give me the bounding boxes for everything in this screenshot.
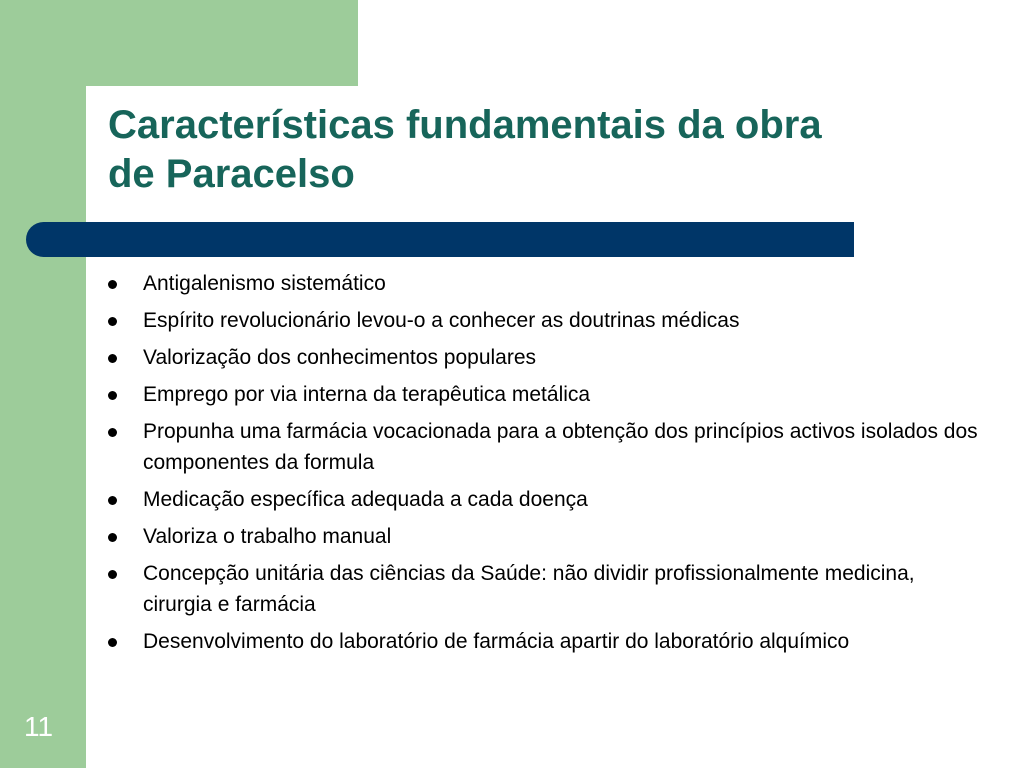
bullet-text: Concepção unitária das ciências da Saúde: não dividir profissionalmente medicina, cirurgia e farmácia (143, 562, 915, 616)
bullet-item (108, 379, 988, 410)
bullet-dot-icon (108, 391, 117, 400)
bullet-text: Valorização dos conhecimentos populares (143, 346, 537, 369)
green-sidebar-decoration (0, 0, 86, 768)
bullet-text: Propunha uma farmácia vocacionada para a obtenção dos princípios activos isolados dos componentes da formula (143, 420, 978, 474)
bullet-dot-icon (108, 570, 117, 579)
bullet-item (108, 626, 988, 657)
bullet-item (108, 305, 988, 336)
bullet-text: Espírito revolucionário levou-o a conhecer as doutrinas médicas (143, 309, 740, 332)
bullet-text: Medicação específica adequada a cada doença (143, 488, 588, 511)
bullet-list (108, 268, 988, 663)
bullet-item (108, 484, 988, 515)
bullet-dot-icon (108, 428, 117, 437)
bullet-dot-icon (108, 496, 117, 505)
bullet-text: Valoriza o trabalho manual (143, 525, 392, 548)
bullet-item (108, 268, 988, 299)
bullet-dot-icon (108, 280, 117, 289)
bullet-dot-icon (108, 354, 117, 363)
green-top-decoration (0, 0, 358, 86)
bullet-text: Emprego por via interna da terapêutica metálica (143, 383, 591, 406)
bullet-item (108, 416, 988, 478)
bullet-dot-icon (108, 533, 117, 542)
bullet-item (108, 558, 988, 620)
bullet-text: Antigalenismo sistemático (143, 272, 386, 295)
bullet-dot-icon (108, 638, 117, 647)
bullet-item (108, 521, 988, 552)
bullet-item (108, 342, 988, 373)
slide-title (108, 101, 988, 199)
page-number: 11 (24, 711, 54, 742)
bullet-text: Desenvolvimento do laboratório de farmácia apartir do laboratório alquímico (143, 630, 850, 653)
slide-title-line-2: de Paracelso (108, 152, 355, 196)
bullet-dot-icon (108, 317, 117, 326)
slide-title-line-1: Características fundamentais da obra (108, 103, 822, 147)
title-divider-bar (26, 222, 854, 257)
